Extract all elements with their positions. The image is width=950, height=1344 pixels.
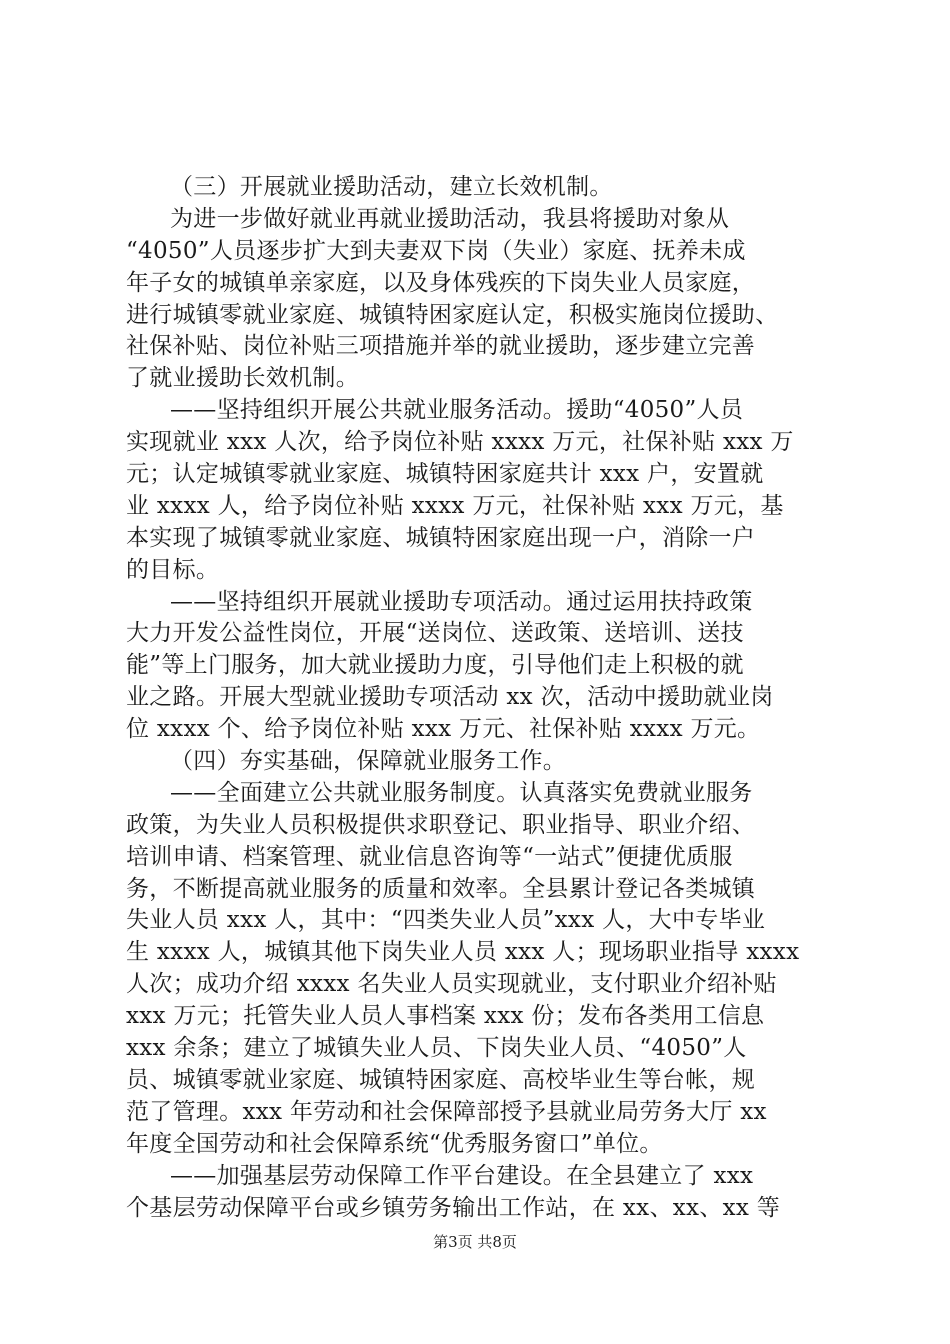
text-line: 位 xxxx 个、给予岗位补贴 xxx 万元、社保补贴 xxxx 万元。 <box>126 716 761 743</box>
text-line: 进行城镇零就业家庭、城镇特困家庭认定，积极实施岗位援助、 <box>126 301 779 328</box>
text-line: 元；认定城镇零就业家庭、城镇特困家庭共计 xxx 户，安置就 <box>126 461 764 488</box>
text-line: 政策，为失业人员积极提供求职登记、职业指导、职业介绍、 <box>126 811 756 838</box>
text-line: （三）开展就业援助活动，建立长效机制。 <box>170 174 613 200</box>
text-line: 能”等上门服务，加大就业援助力度，引导他们走上积极的就 <box>126 652 744 679</box>
text-line: xxx 余条；建立了城镇失业人员、下岗失业人员、“4050”人 <box>126 1035 747 1062</box>
text-line: 业 xxxx 人，给予岗位补贴 xxxx 万元，社保补贴 xxx 万元，基 <box>126 492 784 519</box>
text-line: 为进一步做好就业再就业援助活动，我县将援助对象从 <box>170 205 730 232</box>
text-line: 培训申请、档案管理、就业信息咨询等“一站式”便捷优质服 <box>126 843 733 870</box>
text-line: 社保补贴、岗位补贴三项措施并举的就业援助，逐步建立完善 <box>126 333 756 360</box>
text-line: 范了管理。xxx 年劳动和社会保障部授予县就业局劳务大厅 xx <box>126 1098 767 1125</box>
text-line: 的目标。 <box>126 556 220 583</box>
text-line: 年度全国劳动和社会保障系统“优秀服务窗口”单位。 <box>126 1130 663 1157</box>
text-line: 本实现了城镇零就业家庭、城镇特困家庭出现一户，消除一户 <box>126 524 756 551</box>
text-line: 大力开发公益性岗位，开展“送岗位、送政策、送培训、送技 <box>126 620 744 647</box>
text-line: 实现就业 xxx 人次，给予岗位补贴 xxxx 万元，社保补贴 xxx 万 <box>126 429 794 456</box>
text-line: 务，不断提高就业服务的质量和效率。全县累计登记各类城镇 <box>126 875 756 902</box>
text-line: 年子女的城镇单亲家庭，以及身体残疾的下岗失业人员家庭， <box>126 269 756 296</box>
text-line: 员、城镇零就业家庭、城镇特困家庭、高校毕业生等台帐，规 <box>126 1066 756 1093</box>
text-line: 失业人员 xxx 人，其中：“四类失业人员”xxx 人，大中专毕业 <box>126 907 766 934</box>
text-line: 业之路。开展大型就业援助专项活动 xx 次，活动中援助就业岗 <box>126 684 774 711</box>
text-line: xxx 万元；托管失业人员人事档案 xxx 份；发布各类用工信息 <box>126 1003 765 1030</box>
text-line: ——加强基层劳动保障工作平台建设。在全县建立了 xxx <box>170 1162 754 1189</box>
text-line: “4050”人员逐步扩大到夫妻双下岗（失业）家庭、抚养未成 <box>126 237 746 264</box>
text-line: ——坚持组织开展公共就业服务活动。援助“4050”人员 <box>170 397 744 424</box>
text-line: 个基层劳动保障平台或乡镇劳务输出工作站，在 xx、xx、xx 等 <box>126 1194 781 1221</box>
text-line: 了就业援助长效机制。 <box>126 365 359 392</box>
text-line: 生 xxxx 人，城镇其他下岗失业人员 xxx 人；现场职业指导 xxxx <box>126 939 800 966</box>
text-line: （四）夯实基础，保障就业服务工作。 <box>170 748 567 775</box>
text-line: ——全面建立公共就业服务制度。认真落实免费就业服务 <box>170 779 753 806</box>
text-line: ——坚持组织开展就业援助专项活动。通过运用扶持政策 <box>170 588 753 615</box>
page-footer: 第3页 共8页 <box>433 1233 517 1251</box>
text-line: 人次；成功介绍 xxxx 名失业人员实现就业，支付职业介绍补贴 <box>126 971 777 998</box>
document-body <box>126 172 838 1224</box>
